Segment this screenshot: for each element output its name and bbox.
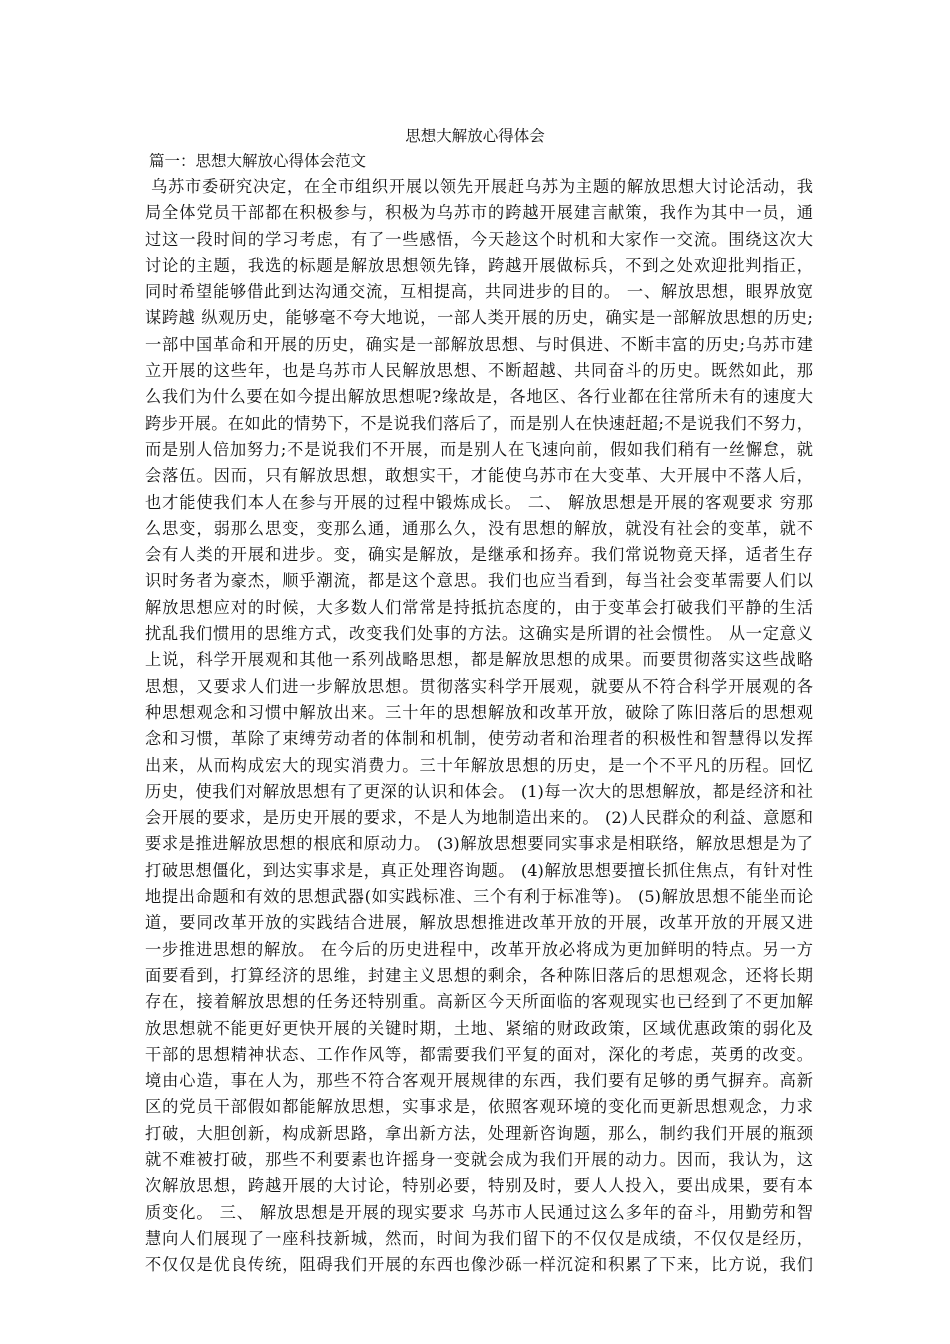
body-line: 么思变，弱那么思变，变那么通，通那么久，没有思想的解放，就没有社会的变革，就不 (145, 518, 813, 538)
body-line: 次解放思想，跨越开展的大讨论，特别必要，特别及时，要人人投入，要出成果，要有本 (145, 1176, 813, 1196)
section-heading: 篇一：思想大解放心得体会范文 (149, 152, 367, 170)
body-line: 存在，接着解放思想的任务还特别重。高新区今天所面临的客观现实也已经到了不更加解 (145, 992, 813, 1012)
body-line: 会落伍。因而，只有解放思想，敢想实干，才能使乌苏市在大变革、大开展中不落人后， (145, 466, 813, 486)
body-line: 跨步开展。在如此的情势下，不是说我们落后了，而是别人在快速赶超;不是说我们不努力， (145, 413, 813, 433)
body-line: 要求是推进解放思想的根底和原动力。 (3)解放思想要同实事求是相联络，解放思想是为了 (145, 834, 813, 854)
body-line: 过这一段时间的学习考虑，有了一些感悟，今天趁这个时机和大家作一交流。围绕这次大 (145, 229, 813, 249)
body-line: 出来，从而构成宏大的现实消费力。三十年解放思想的历史，是一个不平凡的历程。回忆 (145, 755, 813, 775)
body-line: 一部中国革命和开展的历史，确实是一部解放思想、与时俱进、不断丰富的历史;乌苏市建 (145, 334, 813, 354)
body-line: 不仅仅是优良传统，阻碍我们开展的东西也像沙砾一样沉淀和积累了下来，比方说，我们 (145, 1255, 813, 1275)
body-line: 立开展的这些年，也是乌苏市人民解放思想、不断超越、共同奋斗的历史。既然如此，那 (145, 361, 813, 381)
body-line: 念和习惯，革除了束缚劳动者的体制和机制，使劳动者和治理者的积极性和智慧得以发挥 (145, 729, 813, 749)
body-line: 种思想观念和习惯中解放出来。三十年的思想解放和改革开放，破除了陈旧落后的思想观 (145, 702, 813, 722)
body-line: 局全体党员干部都在积极参与，积极为乌苏市的跨越开展建言献策，我作为其中一员，通 (145, 203, 813, 223)
body-line: 谋跨越 纵观历史，能够毫不夸大地说，一部人类开展的历史，确实是一部解放思想的历史; (145, 308, 813, 328)
body-line: 境由心造，事在人为，那些不符合客观开展规律的东西，我们要有足够的勇气摒弃。高新 (145, 1071, 813, 1091)
body-line: 打破，大胆创新，构成新思路，拿出新方法，处理新咨询题，那么，制约我们开展的瓶颈 (145, 1123, 813, 1143)
body-line: 区的党员干部假如都能解放思想，实事求是，依照客观环境的变化而更新思想观念，力求 (145, 1097, 813, 1117)
body-line: 面要看到，打算经济的思维，封建主义思想的剩余，各种陈旧落后的思想观念，还将长期 (145, 965, 813, 985)
body-line: 地提出命题和有效的思想武器(如实践标准、三个有利于标准等)。 (5)解放思想不能坐而论 (145, 887, 813, 907)
body-line: 思想，又要求人们进一步解放思想。贯彻落实科学开展观，就要从不符合科学开展观的各 (145, 676, 813, 696)
body-line: 慧向人们展现了一座科技新城，然而，时间为我们留下的不仅仅是成绩，不仅仅是经历， (145, 1228, 813, 1248)
body-line: 就不难被打破，那些不利要素也许摇身一变就会成为我们开展的动力。因而，我认为，这 (145, 1149, 813, 1169)
body-line: 么我们为什么要在如今提出解放思想呢?缘故是，各地区、各行业都在往常所未有的速度大 (145, 387, 813, 407)
body-line: 同时希望能够借此到达沟通交流，互相提高，共同进步的目的。 一、解放思想，眼界放宽 (145, 282, 813, 302)
body-line: 打破思想僵化，到达实事求是，真正处理咨询题。 (4)解放思想要擅长抓住焦点，有针对性 (145, 860, 813, 880)
body-line: 扰乱我们惯用的思维方式，改变我们处事的方法。这确实是所谓的社会惯性。 从一定意义 (145, 624, 813, 644)
body-line: 识时务者为豪杰，顺乎潮流，都是这个意思。我们也应当看到，每当社会变革需要人们以 (145, 571, 813, 591)
body-line: 讨论的主题，我选的标题是解放思想领先锋，跨越开展做标兵，不到之处欢迎批判指正， (145, 255, 813, 275)
body-line: 一步推进思想的解放。 在今后的历史进程中，改革开放必将成为更加鲜明的特点。另一方 (145, 939, 813, 959)
body-line: 道，要同改革开放的实践结合进展，解放思想推进改革开放的开展，改革开放的开展又进 (145, 913, 813, 933)
body-line: 上说，科学开展观和其他一系列战略思想，都是解放思想的成果。而要贯彻落实这些战略 (145, 650, 813, 670)
body-line: 解放思想应对的时候，大多数人们常常是持抵抗态度的，由于变革会打破我们平静的生活 (145, 597, 813, 617)
body-line: 会开展的要求，是历史开展的要求，不是人为地制造出来的。 (2)人民群众的利益、意愿和 (145, 808, 813, 828)
body-line: 历史，使我们对解放思想有了更深的认识和体会。 (1)每一次大的思想解放，都是经济和社 (145, 781, 813, 801)
body-line: 乌苏市委研究决定，在全市组织开展以领先开展赶乌苏为主题的解放思想大讨论活动，我 (151, 177, 813, 196)
body-line: 干部的思想精神状态、工作作风等，都需要我们平复的面对，深化的考虑，英勇的改变。 (145, 1044, 813, 1064)
body-line: 质变化。 三、 解放思想是开展的现实要求 乌苏市人民通过这么多年的奋斗，用勤劳和智 (145, 1202, 813, 1222)
document-title: 思想大解放心得体会 (405, 127, 545, 145)
body-line: 而是别人倍加努力;不是说我们不开展，而是别人在飞速向前，假如我们稍有一丝懈怠，就 (145, 439, 813, 459)
body-line: 会有人类的开展和进步。变，确实是解放，是继承和扬弃。我们常说物竟天择，适者生存 (145, 545, 813, 565)
body-line: 放思想就不能更好更快开展的关键时期，土地、紧缩的财政政策，区域优惠政策的弱化及 (145, 1018, 813, 1038)
body-line: 也才能使我们本人在参与开展的过程中锻炼成长。 二、 解放思想是开展的客观要求 穷那 (145, 492, 813, 512)
document-body (145, 174, 813, 1278)
